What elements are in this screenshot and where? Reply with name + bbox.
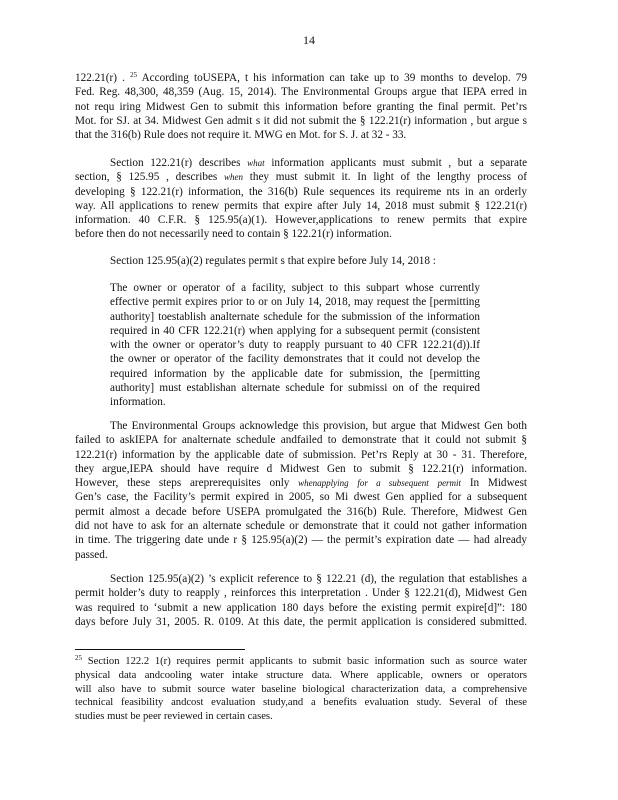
quote-line: required in 40 CFR 122.21(r) when applying for a subsequent permit (consistent [110, 324, 480, 337]
text-line: 122.21(r) information by the applicable date of submission. Pet’rs Reply at 30 - 31. Therefore, [75, 448, 527, 461]
text-line: Section 125.95(a)(2) ’s explicit reference to § 122.21 (d), the regulation that establishes a [110, 573, 527, 585]
text-line: developing § 122.21(r) information, the 316(b) Rule sequences its requireme nts in an orderly [75, 185, 527, 198]
footnote-line: will also have to submit source water baseline biological characterization data, a comprehensive [75, 683, 527, 695]
quote-line: effective permit expires prior to or on July 14, 2018, may request the [permitting [110, 296, 480, 309]
paragraph-1 [75, 71, 527, 142]
text-line: before then do not necessarily need to contain § 122.21(r) information. [75, 228, 392, 241]
page-number: 14 [303, 33, 315, 47]
footnote-line [75, 655, 527, 669]
text-fragment: section, § 125.95 , describes [75, 171, 218, 184]
text-line [75, 170, 527, 184]
block-quote [110, 281, 480, 410]
text-line: failed to askIEPA for analternate schedule andfailed to demonstrate that it could not submit § [75, 434, 527, 447]
text-line: passed. [75, 548, 108, 561]
quote-line: required information by the applicable date for submission, the [permitting [110, 367, 480, 380]
text-line: way. All applications to renew permits that expire after July 14, 2018 must submit § 122.21(r) [75, 199, 527, 212]
footnote-line: technical feasibility andcost evaluation study,and a benefits evaluation study. Several of these [75, 697, 527, 709]
quote-line: with the owner or operator’s duty to reapply pursuant to 40 CFR 122.21(d)).If [110, 339, 480, 352]
footnote-line: studies must be peer reviewed in certain cases. [75, 711, 273, 723]
footnote-divider [75, 649, 245, 650]
text-line: days before July 31, 2005. R. 0109. At this date, the permit application is considered submitted. [75, 615, 527, 628]
text-line: not requ iring Midwest Gen to submit this information before granting the final permit. Pet’rs [75, 100, 527, 113]
emphasis-when: when [224, 172, 244, 183]
text-line: was required to ‘submit a new application 180 days before the existing permit expire[d]”: 180 [75, 601, 527, 614]
text-line: Gen’s case, the Facility’s permit expired in 2005, so Mi dwest Gen applied for a subsequent [75, 491, 527, 504]
text-line [75, 71, 527, 85]
text-line: Fed. Reg. 48,300, 48,359 (Aug. 15, 2014). The Environmental Groups argue that IEPA erred in [75, 86, 527, 99]
text-line: Mot. for SJ. at 34. Midwest Gen admit s it did not submit the § 122.21(r) information , but argue s [75, 114, 527, 127]
paragraph-4 [75, 419, 527, 562]
text-line: that the 316(b) Rule does not require it. MWG en Mot. for S. J. at 32 - 33. [75, 129, 407, 142]
emphasis-what: what [247, 158, 265, 168]
text-line: information. 40 C.F.R. § 125.95(a)(1). However,applications to renew permits that expire [75, 214, 527, 227]
footnote-marker: 25 [75, 655, 82, 662]
footnote-ref: 25 [130, 71, 138, 79]
text-fragment: Section 122.2 1(r) requires permit applicants to submit basic information such as source water [82, 656, 527, 667]
text-fragment: they must submit it. In light of the lengthy process of [249, 171, 527, 184]
paragraph-2 [75, 156, 527, 242]
paragraph-5 [75, 572, 527, 629]
quote-line: authority] toestablish analternate schedule for the submission of the information [110, 310, 480, 323]
text-line: they argue,IEPA should have require d Midwest Gen to submit § 122.21(r) information. [75, 462, 527, 475]
text-line [75, 476, 527, 490]
text-fragment: However, these steps areprerequisites only [75, 477, 290, 490]
quote-line: The owner or operator of a facility, subject to this subpart whose currently [110, 282, 480, 294]
emphasis-subsequent: for a subsequent [357, 478, 429, 489]
emphasis-permit: permit [437, 478, 462, 489]
paragraph-3 [75, 254, 527, 268]
quote-line: authority] must establishan alternate schedule for submissi on of the required [110, 382, 480, 395]
text-line: Section 125.95(a)(2) regulates permit s that expire before July 14, 2018 : [110, 255, 436, 267]
text-line: in time. The triggering date unde r § 125.95(a)(2) — the permit’s expiration date — had already [75, 534, 527, 547]
text-line [75, 156, 527, 170]
emphasis-whenapplying: whenapplying [298, 478, 349, 489]
text-line: did not have to ask for an alternate schedule or demonstrate that it could not gather information [75, 520, 527, 533]
text-fragment: information applicants must submit , but a separate [271, 157, 527, 169]
text-line: The Environmental Groups acknowledge this provision, but argue that Midwest Gen both [110, 420, 527, 432]
text-fragment: 122.21(r) . [75, 72, 131, 84]
text-fragment: Section 122.21(r) describes [110, 157, 241, 169]
footnote [75, 655, 527, 724]
footnote-line: physical data andcooling water intake structure data. Where applicable, owners or operators [75, 669, 527, 681]
quote-line: information. [110, 396, 166, 409]
text-fragment: According toUSEPA, t his information can take up to 39 months to develop. 79 [137, 72, 527, 84]
quote-line: the owner or operator of the facility demonstrates that it could not develop the [110, 353, 480, 366]
text-line: permit almost a decade before USEPA promulgated the 316(b) Rule. Therefore, Midwest Gen [75, 505, 527, 518]
text-line: permit holder’s duty to reapply , reinforces this interpretation . Under § 122.21(d), Midwest Gen [75, 587, 527, 600]
text-fragment: In Midwest [469, 477, 527, 490]
